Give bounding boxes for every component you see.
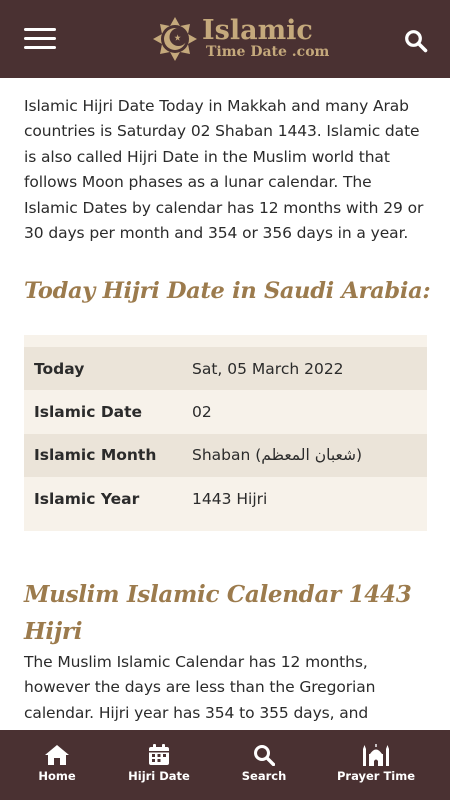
- nav-search[interactable]: [236, 730, 292, 800]
- search-icon: [253, 744, 275, 766]
- calendar-paragraph: The Muslim Islamic Calendar has 12 months, however the days are less than the Gregorian calendar. Hijri year has 354 to 355 days, and: [24, 653, 376, 722]
- nav-label: Home: [38, 769, 76, 783]
- home-icon: [44, 744, 70, 766]
- logo-subtitle: Time Date .com: [206, 44, 330, 60]
- row-label: Islamic Date: [34, 403, 143, 422]
- mosque-icon: [362, 744, 390, 766]
- nav-label: Hijri Date: [128, 769, 190, 783]
- site-logo[interactable]: [150, 14, 330, 64]
- bottom-navigation: [0, 730, 450, 800]
- nav-hijri-date[interactable]: [126, 730, 192, 800]
- table-row: [24, 390, 427, 433]
- nav-prayer-time[interactable]: [336, 730, 416, 800]
- calendar-heading: Muslim Islamic Calendar 1443 Hijri: [24, 581, 412, 645]
- row-value: Shaban (شعبان المعظم): [192, 446, 363, 465]
- row-value: 02: [192, 403, 212, 422]
- hamburger-menu-icon[interactable]: [24, 28, 56, 50]
- calendar-icon: [148, 744, 170, 766]
- row-label: Islamic Month: [34, 446, 157, 465]
- nav-label: Prayer Time: [336, 769, 416, 783]
- table-row: [24, 477, 427, 520]
- hijri-date-table: [24, 335, 427, 531]
- crescent-star-logo-icon: [150, 14, 200, 64]
- nav-label: Search: [241, 769, 287, 783]
- app-header: [0, 0, 450, 78]
- row-value: 1443 Hijri: [192, 489, 268, 508]
- row-label: Today: [34, 359, 85, 378]
- intro-paragraph: Islamic Hijri Date Today in Makkah and many Arab countries is Saturday 02 Shaban 1443. Islamic date is also called Hijri Date in the Muslim world that follows Moon phases as a lunar calendar. The Islamic Dates by calendar has 12 months with 29 or 30 days per month and 354 or 356 days in a year.: [24, 97, 424, 243]
- nav-home[interactable]: [26, 730, 88, 800]
- table-row: [24, 347, 427, 390]
- table-row: [24, 434, 427, 477]
- today-hijri-heading: Today Hijri Date in Saudi Arabia:: [24, 278, 431, 304]
- row-label: Islamic Year: [34, 489, 140, 508]
- row-value: Sat, 05 March 2022: [192, 359, 344, 378]
- logo-title: Islamic: [202, 15, 313, 46]
- intro-section: [24, 94, 428, 246]
- search-icon[interactable]: [404, 29, 428, 53]
